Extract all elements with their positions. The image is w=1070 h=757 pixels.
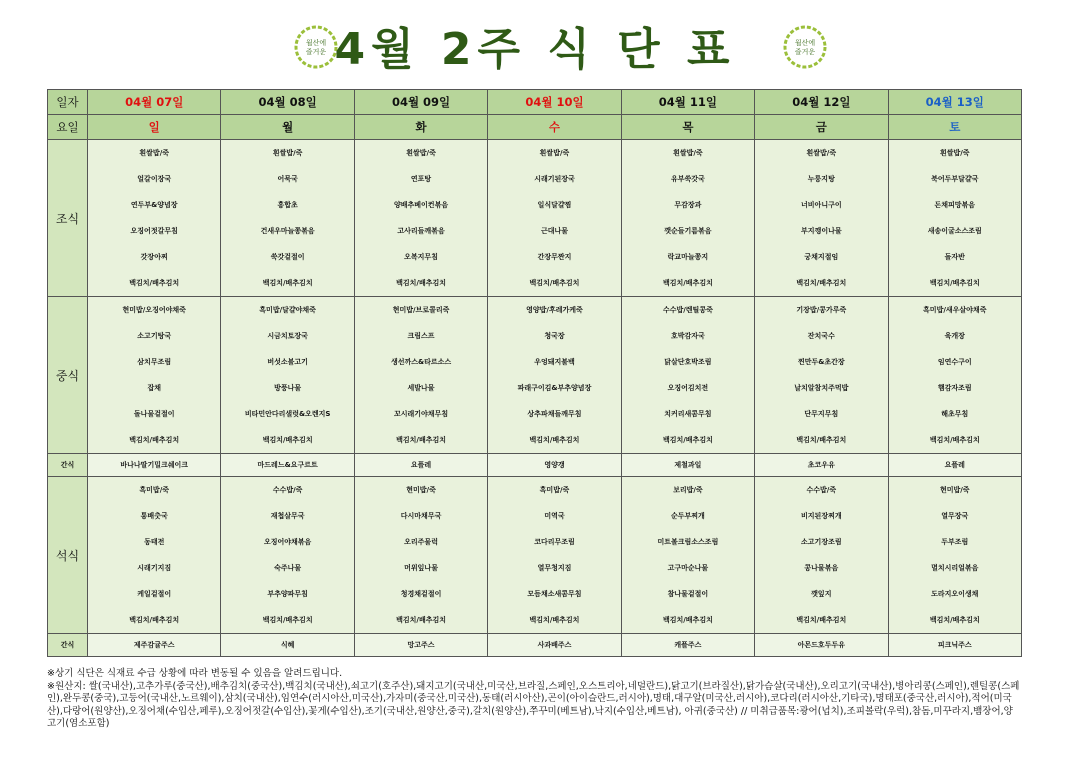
menu-item: 찐만두&초간장: [797, 358, 845, 366]
snack-cell: 요플레: [354, 454, 487, 477]
menu-cell: [88, 297, 221, 454]
snack-cell: 마드레느&요구르트: [221, 454, 354, 477]
menu-cell: [88, 140, 221, 297]
menu-item: 보리밥/죽: [673, 486, 703, 494]
snack-label: 간식: [48, 454, 88, 477]
menu-item: 콩나물볶음: [804, 564, 839, 572]
menu-item: 깻잎지: [811, 590, 832, 598]
menu-item: 백김치/배추김치: [929, 279, 980, 287]
menu-cell: [755, 477, 888, 634]
menu-item: 영양밥/후레가케죽: [526, 306, 583, 314]
menu-item-list: [488, 297, 620, 453]
day-cell: 수: [488, 115, 621, 140]
menu-item-list: [88, 297, 220, 453]
menu-item-list: [622, 140, 754, 296]
menu-item: 시금치토장국: [267, 332, 308, 340]
menu-cell: [354, 140, 487, 297]
menu-item-list: [622, 297, 754, 453]
menu-item: 해초무침: [941, 410, 969, 418]
menu-item-list: [488, 140, 620, 296]
menu-item: 두부조림: [941, 538, 969, 546]
svg-text:월산에: 월산에: [305, 39, 327, 47]
snack-cell: 식혜: [221, 634, 354, 657]
menu-item: 백김치/배추김치: [929, 436, 980, 444]
dinner-label: 석식: [48, 477, 88, 634]
menu-item: 날치알참치주먹밥: [794, 384, 849, 392]
menu-item: 깻순들기름볶음: [664, 227, 712, 235]
wreath-logo-icon: [782, 24, 828, 70]
date-cell: 04월 11일: [621, 90, 754, 115]
menu-item: 북어두부달걀국: [931, 175, 979, 183]
menu-item: 수수밥/렌틸콩죽: [662, 306, 713, 314]
menu-item: 갓장아찌: [140, 253, 168, 261]
menu-item-list: [889, 297, 1021, 453]
menu-item: 백김치/배추김치: [796, 279, 847, 287]
date-row-label: 일자: [48, 90, 88, 115]
menu-item: 간장무짠지: [537, 253, 572, 261]
snack-cell: 영양갱: [488, 454, 621, 477]
menu-item: 비타민안다리샐럿&오렌지S: [244, 410, 331, 418]
menu-item: 수수밥/죽: [272, 486, 303, 494]
day-cell: 목: [621, 115, 754, 140]
menu-item: 오징어야채볶음: [263, 538, 312, 546]
menu-item-list: [488, 477, 620, 633]
menu-item: 흰쌀밥/죽: [673, 149, 703, 157]
menu-item: 오복지무침: [404, 253, 438, 261]
menu-item: 흰쌀밥/죽: [939, 149, 970, 157]
menu-item-list: [221, 297, 353, 453]
date-cell: 04월 13일: [888, 90, 1021, 115]
menu-item: 백김치/배추김치: [262, 436, 313, 444]
menu-item: 흰쌀밥/죽: [139, 149, 170, 157]
menu-cell: [621, 297, 754, 454]
menu-item: 돌나물겉절이: [133, 410, 175, 418]
menu-item: 우엉돼지불백: [534, 358, 575, 366]
menu-item: 무감장과: [674, 201, 702, 209]
menu-item: 육개장: [944, 332, 965, 340]
menu-item: 흰쌀밥/죽: [806, 149, 837, 157]
breakfast-row: [48, 140, 1022, 297]
menu-item: 크림스프: [407, 332, 435, 340]
date-cell: 04월 08일: [221, 90, 354, 115]
menu-item: 연포탕: [410, 175, 432, 183]
menu-item: 돈채피망볶음: [934, 201, 976, 209]
menu-item: 멸치시리얼볶음: [931, 564, 979, 572]
snack-cell: 제철과일: [621, 454, 754, 477]
date-cell: 04월 12일: [755, 90, 888, 115]
menu-item: 도라지오이생채: [931, 590, 979, 598]
snack-cell: 바나나딸기밀크쉐이크: [88, 454, 221, 477]
menu-item: 모듬채소새콤무침: [527, 590, 582, 598]
day-cell: 일: [88, 115, 221, 140]
menu-item: 코다리무조림: [534, 538, 575, 546]
menu-item: 미트볼크림소스조림: [657, 538, 719, 546]
menu-item-list: [889, 140, 1021, 296]
snack-label: 간식: [48, 634, 88, 657]
menu-item: 백김치/배추김치: [129, 279, 180, 287]
day-cell: 화: [354, 115, 487, 140]
menu-item: 현미밥/오징어야채죽: [122, 306, 186, 314]
menu-cell: [354, 477, 487, 634]
menu-item: 흑미밥/죽: [139, 486, 170, 494]
menu-item: 햄감자조림: [937, 384, 972, 392]
menu-item: 고사리들깨볶음: [397, 227, 445, 235]
menu-cell: [888, 140, 1021, 297]
date-row: [48, 90, 1022, 115]
menu-item-list: [88, 140, 220, 296]
menu-item: 방풍나물: [274, 384, 302, 392]
snack-cell: 제주감귤주스: [88, 634, 221, 657]
menu-item: 돌자반: [944, 253, 965, 261]
menu-item: 현미밥/브로콜리죽: [392, 306, 450, 314]
menu-item-list: [355, 477, 487, 633]
dinner-row: [48, 477, 1022, 634]
day-row-label: 요일: [48, 115, 88, 140]
menu-item-list: [355, 297, 487, 453]
menu-item-list: [755, 477, 887, 633]
date-cell: 04월 10일: [488, 90, 621, 115]
menu-item: 쑥갓겉절이: [270, 253, 305, 261]
menu-item: 시래기지짐: [137, 564, 172, 572]
menu-item: 너비아니구이: [801, 201, 842, 209]
menu-item: 백김치/배추김치: [396, 279, 446, 287]
menu-item: 궁채지절임: [804, 253, 839, 261]
snack-cell: 캐플주스: [621, 634, 754, 657]
menu-item: 잡채: [147, 384, 161, 392]
menu-table: [47, 89, 1022, 657]
menu-cell: [888, 297, 1021, 454]
menu-item: 부지깽이나물: [801, 227, 842, 235]
day-cell: 토: [888, 115, 1021, 140]
menu-item: 새송이굴소스조림: [927, 227, 982, 235]
snack-cell: 초코우유: [755, 454, 888, 477]
menu-item: 일식달걀찜: [537, 201, 572, 209]
menu-item: 백김치/배추김치: [796, 616, 847, 624]
menu-item: 백김치/배추김치: [662, 436, 713, 444]
snack-cell: 요플레: [888, 454, 1021, 477]
breakfast-label: 조식: [48, 140, 88, 297]
menu-item: 누룽지탕: [807, 175, 835, 183]
menu-item: 열무청지짐: [537, 564, 572, 572]
menu-item: 흰쌀밥/죽: [406, 149, 436, 157]
svg-text:즐거운: 즐거운: [794, 48, 816, 56]
menu-item: 케일겉절이: [137, 590, 172, 598]
menu-item: 흑미밥/죽: [539, 486, 570, 494]
menu-item: 락교마늘쫑지: [667, 253, 709, 261]
menu-cell: [621, 140, 754, 297]
menu-item: 양배추베이컨볶음: [394, 201, 449, 209]
menu-item: 백김치/배추김치: [662, 616, 713, 624]
menu-cell: [221, 297, 354, 454]
menu-cell: [221, 140, 354, 297]
menu-item: 백김치/배추김치: [529, 436, 580, 444]
menu-item: 백김치/배추김치: [129, 436, 180, 444]
menu-item: 오리주물럭: [404, 538, 438, 546]
day-cell: 금: [755, 115, 888, 140]
menu-cell: [488, 140, 621, 297]
snack-cell: 사과배주스: [488, 634, 621, 657]
menu-item: 숙주나물: [274, 564, 302, 572]
menu-item: 백김치/배추김치: [929, 616, 980, 624]
menu-item-list: [889, 477, 1021, 633]
menu-item-list: [221, 140, 353, 296]
menu-item: 근대나물: [540, 227, 568, 235]
menu-item: 흑미밥/달걀야채죽: [259, 306, 316, 314]
menu-cell: [755, 140, 888, 297]
menu-item: 백김치/배추김치: [396, 436, 446, 444]
menu-item: 임연수구이: [937, 358, 972, 366]
menu-item: 오징어김치전: [667, 384, 709, 392]
menu-item: 비지된장찌개: [801, 512, 842, 520]
menu-item: 청경채겉절이: [400, 590, 442, 598]
menu-cell: [488, 297, 621, 454]
menu-item: 연두부&양념장: [130, 201, 178, 209]
menu-cell: [621, 477, 754, 634]
menu-item: 백김치/배추김치: [796, 436, 847, 444]
day-cell: 월: [221, 115, 354, 140]
menu-cell: [488, 477, 621, 634]
menu-item: 기장밥/콩가루죽: [796, 306, 847, 314]
menu-item: 백김치/배추김치: [662, 279, 713, 287]
menu-item-list: [355, 140, 487, 296]
footnotes: [47, 668, 1022, 731]
snack-row: [48, 634, 1022, 657]
menu-item: 다시마채무국: [400, 512, 442, 520]
menu-item: 꼬시래기야채무침: [394, 410, 449, 418]
menu-item: 호박감자국: [670, 332, 705, 340]
menu-item: 치커리새콤무침: [664, 410, 712, 418]
menu-item: 흑미밥/새우살야채죽: [923, 306, 987, 314]
menu-cell: [755, 297, 888, 454]
origin-text: ※원산지: 쌀(국내산),고추가루(중국산),배추김치(중국산),백김치(국내산),쇠고기(호주산),돼지고기(국내산,미국산,브라질,스페인,오스트리아,네덜란드),닭고기(브라질산),닭가슴살(국내산),오리고기(국내산),병아리콩(스페인),렌틸콩(스페인),완두콩(중국),고등어(국내산,노르웨이),삼치(국내산),임연수(러시아산,미국산),가자미(중국산,미국산),동태(러시아산),곤이(아이슬란드,러시아),명태,대구알(미국산,러시아),코다리(러시아산,기타국),명태포(중국산,러시아),적어(미국산),다랑어(원양산),오징어채(수입산,페루),오징어젓갈(수입산),꽃게(수입산),조기(국내산,원양산,중국),갈치(원양산),쭈꾸미(베트남),낙지(수입산,베트남), 아귀(중국산) // 미취급품목:광어(넙치),조피볼락(우럭),참돔,미꾸라지,뱀장어,양고기(염소포함): [47, 680, 1020, 729]
menu-item: 백김치/배추김치: [262, 616, 313, 624]
menu-item: 수수밥/죽: [806, 486, 837, 494]
menu-item: 순두부찌개: [670, 512, 705, 520]
menu-item: 백김치/배추김치: [529, 279, 580, 287]
menu-item: 재첩살무국: [270, 512, 305, 520]
menu-item: 백김치/배추김치: [262, 279, 313, 287]
menu-cell: [221, 477, 354, 634]
notice-text: ※상기 식단은 식재료 수급 상황에 따라 변동될 수 있음을 알려드립니다.: [47, 668, 343, 679]
menu-item: 상추파채들깨무침: [527, 410, 582, 418]
menu-item-list: [221, 477, 353, 633]
menu-item: 유부쑥갓국: [670, 175, 705, 183]
menu-item: 흰쌀밥/죽: [539, 149, 570, 157]
svg-text:즐거운: 즐거운: [305, 48, 327, 56]
menu-item: 머위잎나물: [404, 564, 438, 572]
svg-text:월산에: 월산에: [794, 39, 816, 47]
menu-item: 단무지무침: [804, 410, 839, 418]
menu-item: 버섯소불고기: [267, 358, 308, 366]
menu-item: 참나물겉절이: [667, 590, 709, 598]
menu-item: 현미밥/죽: [939, 486, 970, 494]
menu-item: 어묵국: [277, 175, 298, 183]
snack-cell: 망고주스: [354, 634, 487, 657]
menu-cell: [888, 477, 1021, 634]
snack-cell: 피크닉주스: [888, 634, 1021, 657]
menu-item: 닭살단호박조림: [664, 358, 712, 366]
snack-cell: 아몬드호두두유: [755, 634, 888, 657]
menu-item: 현미밥/죽: [406, 486, 436, 494]
menu-cell: [354, 297, 487, 454]
menu-item: 고구마순나물: [667, 564, 709, 572]
date-cell: 04월 07일: [88, 90, 221, 115]
menu-item: 흥합초: [277, 201, 298, 209]
menu-item: 생선까스&타르소스: [390, 358, 452, 366]
menu-item: 백김치/배추김치: [129, 616, 180, 624]
page-title: 4월 2주 식 단 표: [334, 24, 736, 75]
lunch-label: 중식: [48, 297, 88, 454]
menu-item: 얼갈이장국: [137, 175, 172, 183]
menu-item: 청국장: [544, 332, 565, 340]
menu-item: 통배춧국: [140, 512, 168, 520]
menu-item: 오징어젓갈무침: [130, 227, 178, 235]
menu-item: 백김치/배추김치: [529, 616, 580, 624]
menu-cell: [88, 477, 221, 634]
menu-item: 소고기탕국: [137, 332, 172, 340]
menu-item: 시래기된장국: [534, 175, 575, 183]
menu-item: 파래구이김&부추양념장: [517, 384, 592, 392]
menu-item: 미역국: [544, 512, 565, 520]
menu-item: 건새우마늘쫑볶음: [260, 227, 315, 235]
menu-item-list: [755, 140, 887, 296]
menu-item-list: [755, 297, 887, 453]
menu-item: 동태전: [144, 538, 165, 546]
day-row: [48, 115, 1022, 140]
menu-item: 흰쌀밥/죽: [272, 149, 303, 157]
menu-item: 잔치국수: [807, 332, 835, 340]
menu-item: 부추양파무침: [267, 590, 308, 598]
menu-item-list: [88, 477, 220, 633]
menu-item: 삼치무조림: [137, 358, 172, 366]
menu-item-list: [622, 477, 754, 633]
menu-item: 열무장국: [941, 512, 969, 520]
snack-row: [48, 454, 1022, 477]
menu-item: 소고기장조림: [801, 538, 842, 546]
lunch-row: [48, 297, 1022, 454]
date-cell: 04월 09일: [354, 90, 487, 115]
menu-item: 세발나물: [407, 384, 435, 392]
menu-item: 백김치/배추김치: [396, 616, 446, 624]
